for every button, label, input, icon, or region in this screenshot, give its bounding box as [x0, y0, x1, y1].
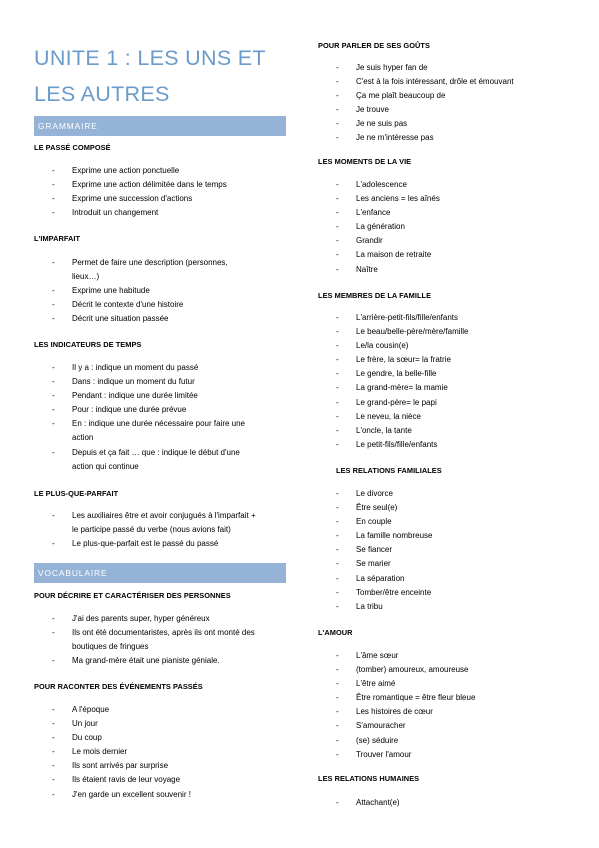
- list-item: [318, 103, 570, 117]
- list-item: [318, 117, 570, 131]
- section-band-grammaire: GRAMMAIRE: [34, 116, 286, 136]
- list-item-text: Je ne m'intéresse pas: [356, 133, 434, 143]
- list-item-text: Tomber/être enceinte: [356, 587, 432, 597]
- list-item: [318, 131, 570, 145]
- list-raconter: [34, 703, 286, 802]
- bullet-dash: -: [52, 733, 55, 743]
- list-item: [318, 89, 570, 103]
- list-item: [34, 731, 286, 745]
- section-heading-passe-compose: LE PASSÉ COMPOSÉ: [34, 143, 111, 152]
- list-item-text: L'être aimé: [356, 679, 396, 689]
- bullet-dash: -: [52, 194, 55, 204]
- list-item-text: Je ne suis pas: [356, 119, 408, 129]
- bullet-dash: -: [52, 391, 55, 401]
- bullet-dash: -: [336, 679, 339, 689]
- list-item: [34, 626, 286, 654]
- bullet-dash: -: [52, 286, 55, 296]
- bullet-dash: -: [52, 656, 55, 666]
- bullet-dash: -: [52, 747, 55, 757]
- section-heading-plus-que-parfait: LE PLUS-QUE-PARFAIT: [34, 489, 119, 498]
- list-item-text: Pendant : indique une durée limitée: [72, 391, 198, 401]
- list-item-text: La grand-mère= la mamie: [356, 383, 448, 393]
- bullet-dash: -: [52, 447, 55, 457]
- list-item-text: L'adolescence: [356, 180, 407, 189]
- section-heading-moments: LES MOMENTS DE LA VIE: [318, 157, 412, 166]
- list-item-text: (tomber) amoureux, amoureuse: [356, 665, 469, 675]
- bullet-dash: -: [336, 798, 339, 807]
- list-item: [34, 773, 286, 787]
- bullet-dash: -: [336, 341, 339, 351]
- bullet-dash: -: [336, 194, 339, 204]
- list-item-text: Les auxiliaires être et avoir conjugués à l'imparfait + le participe passé du verbe (nous avions fait): [72, 511, 256, 535]
- list-item-text: Le petit-fils/fille/enfants: [356, 439, 438, 449]
- list-item-text: Décrit le contexte d'une histoire: [72, 300, 184, 310]
- bullet-dash: -: [336, 425, 339, 435]
- list-item: [34, 654, 286, 668]
- list-item: [34, 759, 286, 773]
- bullet-dash: -: [52, 166, 55, 175]
- bullet-dash: -: [336, 77, 339, 87]
- list-relations-humaines: [318, 796, 570, 810]
- list-item: [318, 586, 570, 600]
- bullet-dash: -: [336, 693, 339, 703]
- list-item-text: Exprime une habitude: [72, 286, 150, 296]
- list-item-text: Naître: [356, 264, 378, 274]
- bullet-dash: -: [336, 383, 339, 393]
- list-item: [318, 248, 570, 262]
- list-item-text: L'âme sœur: [356, 651, 399, 660]
- list-item: [34, 717, 286, 731]
- bullet-dash: -: [336, 133, 339, 143]
- list-item: [318, 178, 570, 192]
- bullet-dash: -: [52, 614, 55, 623]
- list-item-text: J'en garde un excellent souvenir !: [72, 789, 191, 799]
- list-item-text: A l'époque: [72, 705, 110, 714]
- list-item-text: Permet de faire une description (personnes, lieux…): [72, 258, 228, 282]
- bullet-dash: -: [336, 411, 339, 421]
- bullet-dash: -: [336, 587, 339, 597]
- list-item: [34, 537, 286, 551]
- list-item-text: La maison de retraite: [356, 250, 432, 260]
- list-item: [318, 529, 570, 543]
- list-item: [34, 375, 286, 389]
- list-item: [318, 339, 570, 353]
- bullet-dash: -: [52, 208, 55, 218]
- list-amour: [318, 649, 570, 762]
- list-item-text: Du coup: [72, 733, 102, 743]
- bullet-dash: -: [52, 363, 55, 372]
- list-item-text: Le beau/belle-père/mère/famille: [356, 327, 469, 337]
- section-heading-raconter: POUR RACONTER DES ÉVÉNEMENTS PASSÉS: [34, 682, 203, 691]
- list-item: [318, 263, 570, 277]
- bullet-dash: -: [52, 628, 55, 638]
- list-item: [318, 796, 570, 810]
- section-heading-imparfait: L'IMPARFAIT: [34, 234, 81, 243]
- list-item: [318, 192, 570, 206]
- list-item: [318, 487, 570, 501]
- list-item-text: Décrit une situation passée: [72, 314, 169, 324]
- bullet-dash: -: [336, 707, 339, 717]
- list-item: [318, 220, 570, 234]
- list-item: [34, 509, 286, 537]
- list-item: [318, 424, 570, 438]
- list-item: [34, 745, 286, 759]
- section-heading-indicateurs: LES INDICATEURS DE TEMPS: [34, 340, 142, 349]
- list-item: [318, 734, 570, 748]
- bullet-dash: -: [336, 250, 339, 260]
- bullet-dash: -: [336, 489, 339, 498]
- list-item-text: Exprime une action délimitée dans le temps: [72, 180, 227, 190]
- list-item-text: Dans : indique un moment du futur: [72, 377, 195, 387]
- list-item-text: Ma grand-mère était une pianiste géniale.: [72, 656, 220, 666]
- list-item-text: Ils sont arrivés par surprise: [72, 761, 169, 771]
- bullet-dash: -: [336, 119, 339, 129]
- list-item-text: La tribu: [356, 601, 383, 611]
- list-item-text: L'oncle, la tante: [356, 425, 412, 435]
- list-item-text: La génération: [356, 222, 405, 232]
- list-item: [318, 557, 570, 571]
- bullet-dash: -: [336, 222, 339, 232]
- list-item-text: Le divorce: [356, 489, 393, 498]
- list-item-text: Se marier: [356, 559, 391, 569]
- list-decrire: [34, 612, 286, 668]
- list-item: [34, 703, 286, 717]
- bullet-dash: -: [52, 258, 55, 267]
- section-heading-decrire: POUR DÉCRIRE ET CARACTÉRISER DES PERSONNES: [34, 591, 231, 600]
- list-item: [34, 417, 286, 445]
- list-item: [318, 381, 570, 395]
- section-band-vocabulaire: VOCABULAIRE: [34, 563, 286, 583]
- bullet-dash: -: [336, 91, 339, 101]
- list-item: [34, 206, 286, 220]
- list-item-text: Exprime une action ponctuelle: [72, 166, 180, 175]
- list-item-text: Je suis hyper fan de: [356, 63, 428, 72]
- list-imparfait: [34, 256, 286, 326]
- list-item-text: Le frère, la sœur= la fratrie: [356, 355, 451, 365]
- list-item-text: La séparation: [356, 573, 405, 583]
- list-item-text: Le plus-que-parfait est le passé du passé: [72, 539, 219, 549]
- bullet-dash: -: [336, 63, 339, 72]
- list-item-text: Le mois dernier: [72, 747, 128, 757]
- bullet-dash: -: [52, 377, 55, 387]
- list-item-text: Le neveu, la nièce: [356, 411, 421, 421]
- bullet-dash: -: [52, 300, 55, 310]
- bullet-dash: -: [52, 705, 55, 714]
- bullet-dash: -: [336, 517, 339, 527]
- list-membres: [318, 311, 570, 452]
- bullet-dash: -: [336, 721, 339, 731]
- bullet-dash: -: [336, 601, 339, 611]
- list-item-text: Le gendre, la belle-fille: [356, 369, 437, 379]
- bullet-dash: -: [52, 789, 55, 799]
- bullet-dash: -: [336, 355, 339, 365]
- bullet-dash: -: [336, 573, 339, 583]
- section-heading-amour: L'AMOUR: [318, 628, 353, 637]
- list-item-text: Le/la cousin(e): [356, 341, 409, 351]
- list-plus-que-parfait: [34, 509, 286, 551]
- list-item: [318, 206, 570, 220]
- list-item: [318, 515, 570, 529]
- bullet-dash: -: [52, 761, 55, 771]
- bullet-dash: -: [336, 439, 339, 449]
- list-item-text: (se) séduire: [356, 735, 399, 745]
- list-item: [318, 572, 570, 586]
- list-item: [34, 256, 286, 284]
- bullet-dash: -: [336, 105, 339, 115]
- list-passe-compose: [34, 164, 286, 220]
- list-item: [318, 748, 570, 762]
- list-indicateurs: [34, 361, 286, 474]
- bullet-dash: -: [52, 539, 55, 549]
- list-item-text: L'enfance: [356, 208, 391, 218]
- list-item-text: Il y a : indique un moment du passé: [72, 363, 199, 372]
- list-item-text: Exprime une succession d'actions: [72, 194, 193, 204]
- bullet-dash: -: [336, 397, 339, 407]
- bullet-dash: -: [52, 314, 55, 324]
- bullet-dash: -: [336, 665, 339, 675]
- section-heading-relations-familiales: LES RELATIONS FAMILIALES: [336, 466, 442, 475]
- list-item: [318, 61, 570, 75]
- list-item: [318, 663, 570, 677]
- list-item: [34, 178, 286, 192]
- list-item: [318, 649, 570, 663]
- list-gouts: [318, 61, 570, 146]
- list-item: [318, 691, 570, 705]
- list-item: [318, 705, 570, 719]
- list-item-text: Ça me plaît beaucoup de: [356, 91, 446, 101]
- bullet-dash: -: [336, 327, 339, 337]
- bullet-dash: -: [52, 775, 55, 785]
- bullet-dash: -: [336, 545, 339, 555]
- list-item-text: J'ai des parents super, hyper généreux: [72, 614, 210, 623]
- section-heading-relations-humaines: LES RELATIONS HUMAINES: [318, 774, 420, 783]
- list-item: [34, 446, 286, 474]
- list-item: [34, 284, 286, 298]
- list-item: [34, 403, 286, 417]
- list-item: [34, 788, 286, 802]
- list-item-text: Un jour: [72, 719, 98, 729]
- list-item: [318, 234, 570, 248]
- list-item-text: Ils ont été documentaristes, après ils ont monté des boutiques de fringues: [72, 628, 255, 652]
- list-item: [318, 438, 570, 452]
- bullet-dash: -: [336, 735, 339, 745]
- bullet-dash: -: [336, 749, 339, 759]
- list-item: [34, 312, 286, 326]
- list-item-text: Ils étaient ravis de leur voyage: [72, 775, 181, 785]
- list-relations-familiales: [318, 487, 570, 614]
- list-moments: [318, 178, 570, 277]
- list-item-text: Pour : indique une durée prévue: [72, 405, 187, 415]
- section-heading-membres: LES MEMBRES DE LA FAMILLE: [318, 291, 432, 300]
- list-item: [34, 389, 286, 403]
- bullet-dash: -: [336, 503, 339, 513]
- list-item-text: Je trouve: [356, 105, 389, 115]
- list-item-text: Introduit un changement: [72, 208, 159, 218]
- bullet-dash: -: [52, 511, 55, 520]
- list-item: [318, 410, 570, 424]
- list-item: [318, 501, 570, 515]
- bullet-dash: -: [336, 180, 339, 189]
- list-item: [34, 612, 286, 626]
- bullet-dash: -: [336, 651, 339, 660]
- list-item-text: Depuis et ça fait … que : indique le début d'une action qui continue: [72, 447, 240, 471]
- bullet-dash: -: [52, 419, 55, 429]
- list-item: [318, 353, 570, 367]
- list-item: [318, 367, 570, 381]
- list-item: [34, 361, 286, 375]
- list-item-text: Les anciens = les aînés: [356, 194, 440, 204]
- bullet-dash: -: [336, 236, 339, 246]
- list-item-text: Le grand-père= le papi: [356, 397, 437, 407]
- bullet-dash: -: [52, 405, 55, 415]
- bullet-dash: -: [336, 369, 339, 379]
- bullet-dash: -: [336, 559, 339, 569]
- list-item-text: En couple: [356, 517, 392, 527]
- list-item: [318, 325, 570, 339]
- list-item: [318, 396, 570, 410]
- list-item-text: Trouver l'amour: [356, 749, 412, 759]
- list-item: [318, 600, 570, 614]
- list-item: [34, 164, 286, 178]
- page-title: UNITE 1 : LES UNS ET LES AUTRES: [34, 46, 266, 106]
- list-item: [34, 192, 286, 206]
- list-item: [318, 677, 570, 691]
- list-item-text: Être romantique = être fleur bleue: [356, 693, 476, 703]
- list-item-text: Les histoires de cœur: [356, 707, 433, 717]
- list-item-text: S'amouracher: [356, 721, 406, 731]
- list-item-text: Être seul(e): [356, 503, 398, 513]
- list-item-text: Attachant(e): [356, 798, 400, 807]
- list-item: [318, 75, 570, 89]
- list-item: [318, 311, 570, 325]
- bullet-dash: -: [336, 208, 339, 218]
- list-item-text: L'arrière-petit-fils/fille/enfants: [356, 313, 459, 322]
- list-item-text: Se fiancer: [356, 545, 393, 555]
- list-item-text: La famille nombreuse: [356, 531, 433, 541]
- bullet-dash: -: [336, 264, 339, 274]
- bullet-dash: -: [52, 180, 55, 190]
- list-item-text: Grandir: [356, 236, 383, 246]
- bullet-dash: -: [336, 531, 339, 541]
- list-item: [318, 543, 570, 557]
- bullet-dash: -: [52, 719, 55, 729]
- list-item: [318, 719, 570, 733]
- bullet-dash: -: [336, 313, 339, 322]
- list-item-text: C'est à la fois intéressant, drôle et émouvant: [356, 77, 514, 87]
- list-item-text: En : indique une durée nécessaire pour faire une action: [72, 419, 246, 443]
- list-item: [34, 298, 286, 312]
- section-heading-gouts: POUR PARLER DE SES GOÛTS: [318, 41, 430, 50]
